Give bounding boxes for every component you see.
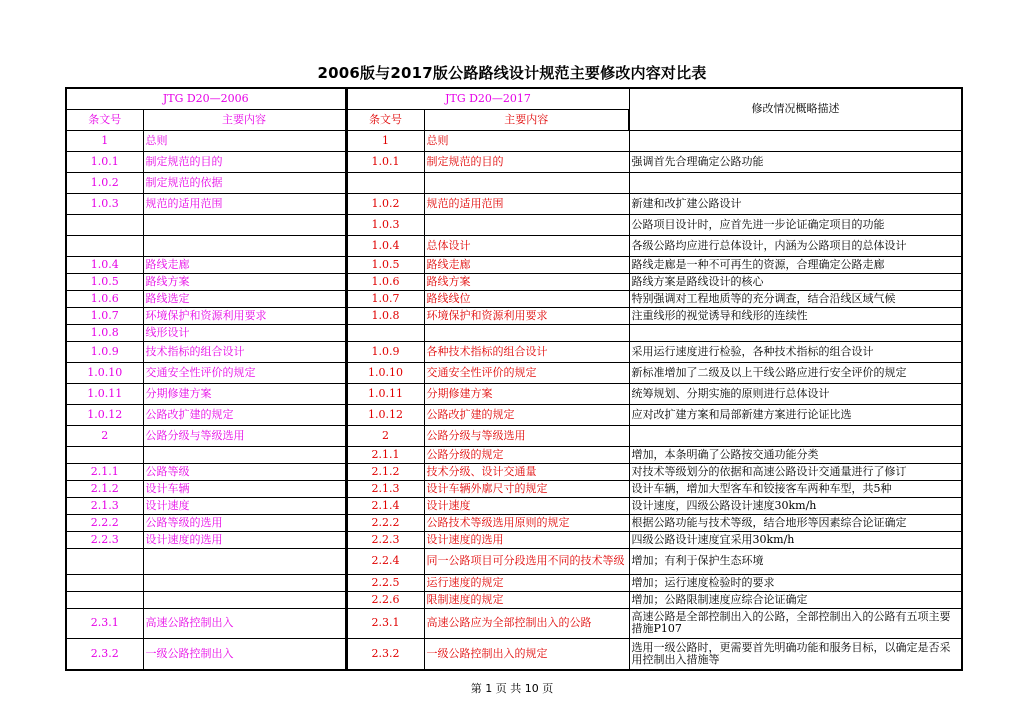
change-description: 各级公路均应进行总体设计，内涵为公路项目的总体设计 <box>629 235 962 256</box>
table-row <box>66 574 962 591</box>
table-row <box>66 404 962 425</box>
old-content: 技术指标的组合设计 <box>143 341 346 362</box>
table-row <box>66 446 962 463</box>
new-clause-no: 1 <box>346 130 424 151</box>
old-content: 设计车辆 <box>143 480 346 497</box>
new-clause-no: 2.1.1 <box>346 446 424 463</box>
old-content: 路线选定 <box>143 290 346 307</box>
change-description: 新标准增加了二级及以上干线公路应进行安全评价的规定 <box>629 362 962 383</box>
table-row <box>66 425 962 446</box>
header-col-content-old: 主要内容 <box>143 109 346 130</box>
old-content <box>143 548 346 574</box>
old-clause-no <box>66 235 143 256</box>
old-content <box>143 574 346 591</box>
new-clause-no: 1.0.4 <box>346 235 424 256</box>
change-description: 根据公路功能与技术等级，结合地形等因素综合论证确定 <box>629 514 962 531</box>
new-content: 交通安全性评价的规定 <box>424 362 629 383</box>
old-clause-no: 2.1.2 <box>66 480 143 497</box>
new-content: 设计速度的选用 <box>424 531 629 548</box>
table-row <box>66 591 962 608</box>
old-content <box>143 591 346 608</box>
change-description: 设计速度，四级公路设计速度30km/h <box>629 497 962 514</box>
new-content: 限制速度的规定 <box>424 591 629 608</box>
header-col-no-new: 条文号 <box>346 109 424 130</box>
old-content <box>143 235 346 256</box>
new-clause-no: 2.2.4 <box>346 548 424 574</box>
new-clause-no <box>346 324 424 341</box>
change-description: 特别强调对工程地质等的充分调查，结合沿线区域气候 <box>629 290 962 307</box>
old-content <box>143 214 346 235</box>
change-description: 增加；运行速度检验时的要求 <box>629 574 962 591</box>
new-content: 公路分级的规定 <box>424 446 629 463</box>
table-row <box>66 172 962 193</box>
new-clause-no: 1.0.9 <box>346 341 424 362</box>
change-description <box>629 172 962 193</box>
new-content: 路线方案 <box>424 273 629 290</box>
new-content: 制定规范的目的 <box>424 151 629 172</box>
old-content: 分期修建方案 <box>143 383 346 404</box>
page-footer: 第 1 页 共 10 页 <box>470 682 554 695</box>
new-clause-no: 2.3.2 <box>346 638 424 670</box>
old-clause-no <box>66 574 143 591</box>
table-row <box>66 273 962 290</box>
new-clause-no: 2.2.5 <box>346 574 424 591</box>
old-clause-no <box>66 548 143 574</box>
change-description: 强调首先合理确定公路功能 <box>629 151 962 172</box>
change-description: 应对改扩建方案和局部新建方案进行论证比选 <box>629 404 962 425</box>
new-content: 高速公路应为全部控制出入的公路 <box>424 608 629 638</box>
change-description: 统筹规划、分期实施的原则进行总体设计 <box>629 383 962 404</box>
new-content: 设计速度 <box>424 497 629 514</box>
page-title: 2006版与2017版公路路线设计规范主要修改内容对比表 <box>317 64 707 82</box>
old-content: 高速公路控制出入 <box>143 608 346 638</box>
old-content: 公路等级的选用 <box>143 514 346 531</box>
change-description: 四级公路设计速度宜采用30km/h <box>629 531 962 548</box>
old-clause-no: 2.2.3 <box>66 531 143 548</box>
old-content: 路线方案 <box>143 273 346 290</box>
table-row <box>66 256 962 273</box>
table-row <box>66 608 962 638</box>
table-row <box>66 290 962 307</box>
old-clause-no: 1 <box>66 130 143 151</box>
change-description: 增加，本条明确了公路按交通功能分类 <box>629 446 962 463</box>
new-clause-no: 2.1.2 <box>346 463 424 480</box>
old-content: 设计速度 <box>143 497 346 514</box>
old-content: 设计速度的选用 <box>143 531 346 548</box>
new-clause-no: 1.0.1 <box>346 151 424 172</box>
old-clause-no <box>66 591 143 608</box>
change-description <box>629 130 962 151</box>
table-row <box>66 480 962 497</box>
new-clause-no: 1.0.10 <box>346 362 424 383</box>
table-row <box>66 151 962 172</box>
change-description: 高速公路是全部控制出入的公路，全部控制出入的公路有五项主要措施P107 <box>629 608 962 638</box>
table-row <box>66 548 962 574</box>
table-row <box>66 214 962 235</box>
change-description: 对技术等级划分的依据和高速公路设计交通量进行了修订 <box>629 463 962 480</box>
new-content: 环境保护和资源利用要求 <box>424 307 629 324</box>
new-clause-no: 1.0.2 <box>346 193 424 214</box>
new-content: 总则 <box>424 130 629 151</box>
old-content: 一级公路控制出入 <box>143 638 346 670</box>
new-clause-no: 2 <box>346 425 424 446</box>
new-clause-no <box>346 172 424 193</box>
old-content <box>143 446 346 463</box>
table-row <box>66 383 962 404</box>
change-description <box>629 324 962 341</box>
new-content: 公路改扩建的规定 <box>424 404 629 425</box>
old-content: 公路分级与等级选用 <box>143 425 346 446</box>
old-clause-no: 1.0.12 <box>66 404 143 425</box>
change-description: 路线方案是路线设计的核心 <box>629 273 962 290</box>
table-row <box>66 235 962 256</box>
change-description: 设计车辆，增加大型客车和铰接客车两种车型，共5种 <box>629 480 962 497</box>
header-row-standards <box>66 88 962 109</box>
old-content: 规范的适用范围 <box>143 193 346 214</box>
table-row <box>66 514 962 531</box>
table-row <box>66 463 962 480</box>
change-description: 新建和改扩建公路设计 <box>629 193 962 214</box>
old-content: 公路改扩建的规定 <box>143 404 346 425</box>
header-std-new: JTG D20—2017 <box>346 88 629 109</box>
change-description: 路线走廊是一种不可再生的资源，合理确定公路走廊 <box>629 256 962 273</box>
new-content: 路线走廊 <box>424 256 629 273</box>
table-row <box>66 341 962 362</box>
change-description <box>629 425 962 446</box>
old-clause-no: 2.2.2 <box>66 514 143 531</box>
old-content: 制定规范的依据 <box>143 172 346 193</box>
change-description: 公路项目设计时，应首先进一步论证确定项目的功能 <box>629 214 962 235</box>
table-row <box>66 531 962 548</box>
old-content: 公路等级 <box>143 463 346 480</box>
old-clause-no: 1.0.10 <box>66 362 143 383</box>
change-description: 采用运行速度进行检验，各种技术指标的组合设计 <box>629 341 962 362</box>
old-clause-no: 2.3.1 <box>66 608 143 638</box>
new-content <box>424 324 629 341</box>
old-content: 总则 <box>143 130 346 151</box>
new-clause-no: 1.0.11 <box>346 383 424 404</box>
old-clause-no <box>66 446 143 463</box>
change-description: 选用一级公路时，更需要首先明确功能和服务目标，以确定是否采用控制出入措施等 <box>629 638 962 670</box>
old-clause-no: 2.1.3 <box>66 497 143 514</box>
old-content: 线形设计 <box>143 324 346 341</box>
old-clause-no: 1.0.11 <box>66 383 143 404</box>
new-content: 分期修建方案 <box>424 383 629 404</box>
new-clause-no: 2.2.2 <box>346 514 424 531</box>
header-col-content-new: 主要内容 <box>424 109 629 130</box>
old-clause-no: 1.0.2 <box>66 172 143 193</box>
old-clause-no: 2.3.2 <box>66 638 143 670</box>
new-content <box>424 214 629 235</box>
new-clause-no: 2.1.4 <box>346 497 424 514</box>
change-description: 增加；有利于保护生态环境 <box>629 548 962 574</box>
new-content <box>424 172 629 193</box>
new-content: 设计车辆外廓尺寸的规定 <box>424 480 629 497</box>
new-content: 规范的适用范围 <box>424 193 629 214</box>
new-clause-no: 1.0.6 <box>346 273 424 290</box>
old-content: 制定规范的目的 <box>143 151 346 172</box>
change-description: 注重线形的视觉诱导和线形的连续性 <box>629 307 962 324</box>
header-col-no-old: 条文号 <box>66 109 143 130</box>
new-clause-no: 1.0.12 <box>346 404 424 425</box>
old-content: 路线走廊 <box>143 256 346 273</box>
new-content: 路线线位 <box>424 290 629 307</box>
new-content: 总体设计 <box>424 235 629 256</box>
new-clause-no: 2.2.6 <box>346 591 424 608</box>
new-clause-no: 1.0.3 <box>346 214 424 235</box>
table-row <box>66 130 962 151</box>
new-content: 运行速度的规定 <box>424 574 629 591</box>
new-clause-no: 2.1.3 <box>346 480 424 497</box>
new-content: 公路分级与等级选用 <box>424 425 629 446</box>
new-content: 技术分级、设计交通量 <box>424 463 629 480</box>
old-clause-no: 1.0.8 <box>66 324 143 341</box>
comparison-table <box>65 87 963 671</box>
new-content: 同一公路项目可分段选用不同的技术等级 <box>424 548 629 574</box>
table-row <box>66 193 962 214</box>
new-content: 各种技术指标的组合设计 <box>424 341 629 362</box>
table-row <box>66 324 962 341</box>
old-clause-no: 2.1.1 <box>66 463 143 480</box>
old-clause-no: 1.0.6 <box>66 290 143 307</box>
new-clause-no: 1.0.7 <box>346 290 424 307</box>
header-std-old: JTG D20—2006 <box>66 88 346 109</box>
old-clause-no: 2 <box>66 425 143 446</box>
old-clause-no: 1.0.9 <box>66 341 143 362</box>
table-row <box>66 362 962 383</box>
table-row <box>66 497 962 514</box>
new-clause-no: 1.0.5 <box>346 256 424 273</box>
new-content: 一级公路控制出入的规定 <box>424 638 629 670</box>
new-content: 公路技术等级选用原则的规定 <box>424 514 629 531</box>
new-clause-no: 2.2.3 <box>346 531 424 548</box>
old-content: 环境保护和资源利用要求 <box>143 307 346 324</box>
change-description: 增加；公路限制速度应综合论证确定 <box>629 591 962 608</box>
table-row <box>66 307 962 324</box>
new-clause-no: 1.0.8 <box>346 307 424 324</box>
header-desc: 修改情况概略描述 <box>629 88 962 130</box>
new-clause-no: 2.3.1 <box>346 608 424 638</box>
old-content: 交通安全性评价的规定 <box>143 362 346 383</box>
old-clause-no: 1.0.5 <box>66 273 143 290</box>
old-clause-no: 1.0.7 <box>66 307 143 324</box>
old-clause-no: 1.0.3 <box>66 193 143 214</box>
old-clause-no: 1.0.4 <box>66 256 143 273</box>
old-clause-no: 1.0.1 <box>66 151 143 172</box>
table-row <box>66 638 962 670</box>
old-clause-no <box>66 214 143 235</box>
